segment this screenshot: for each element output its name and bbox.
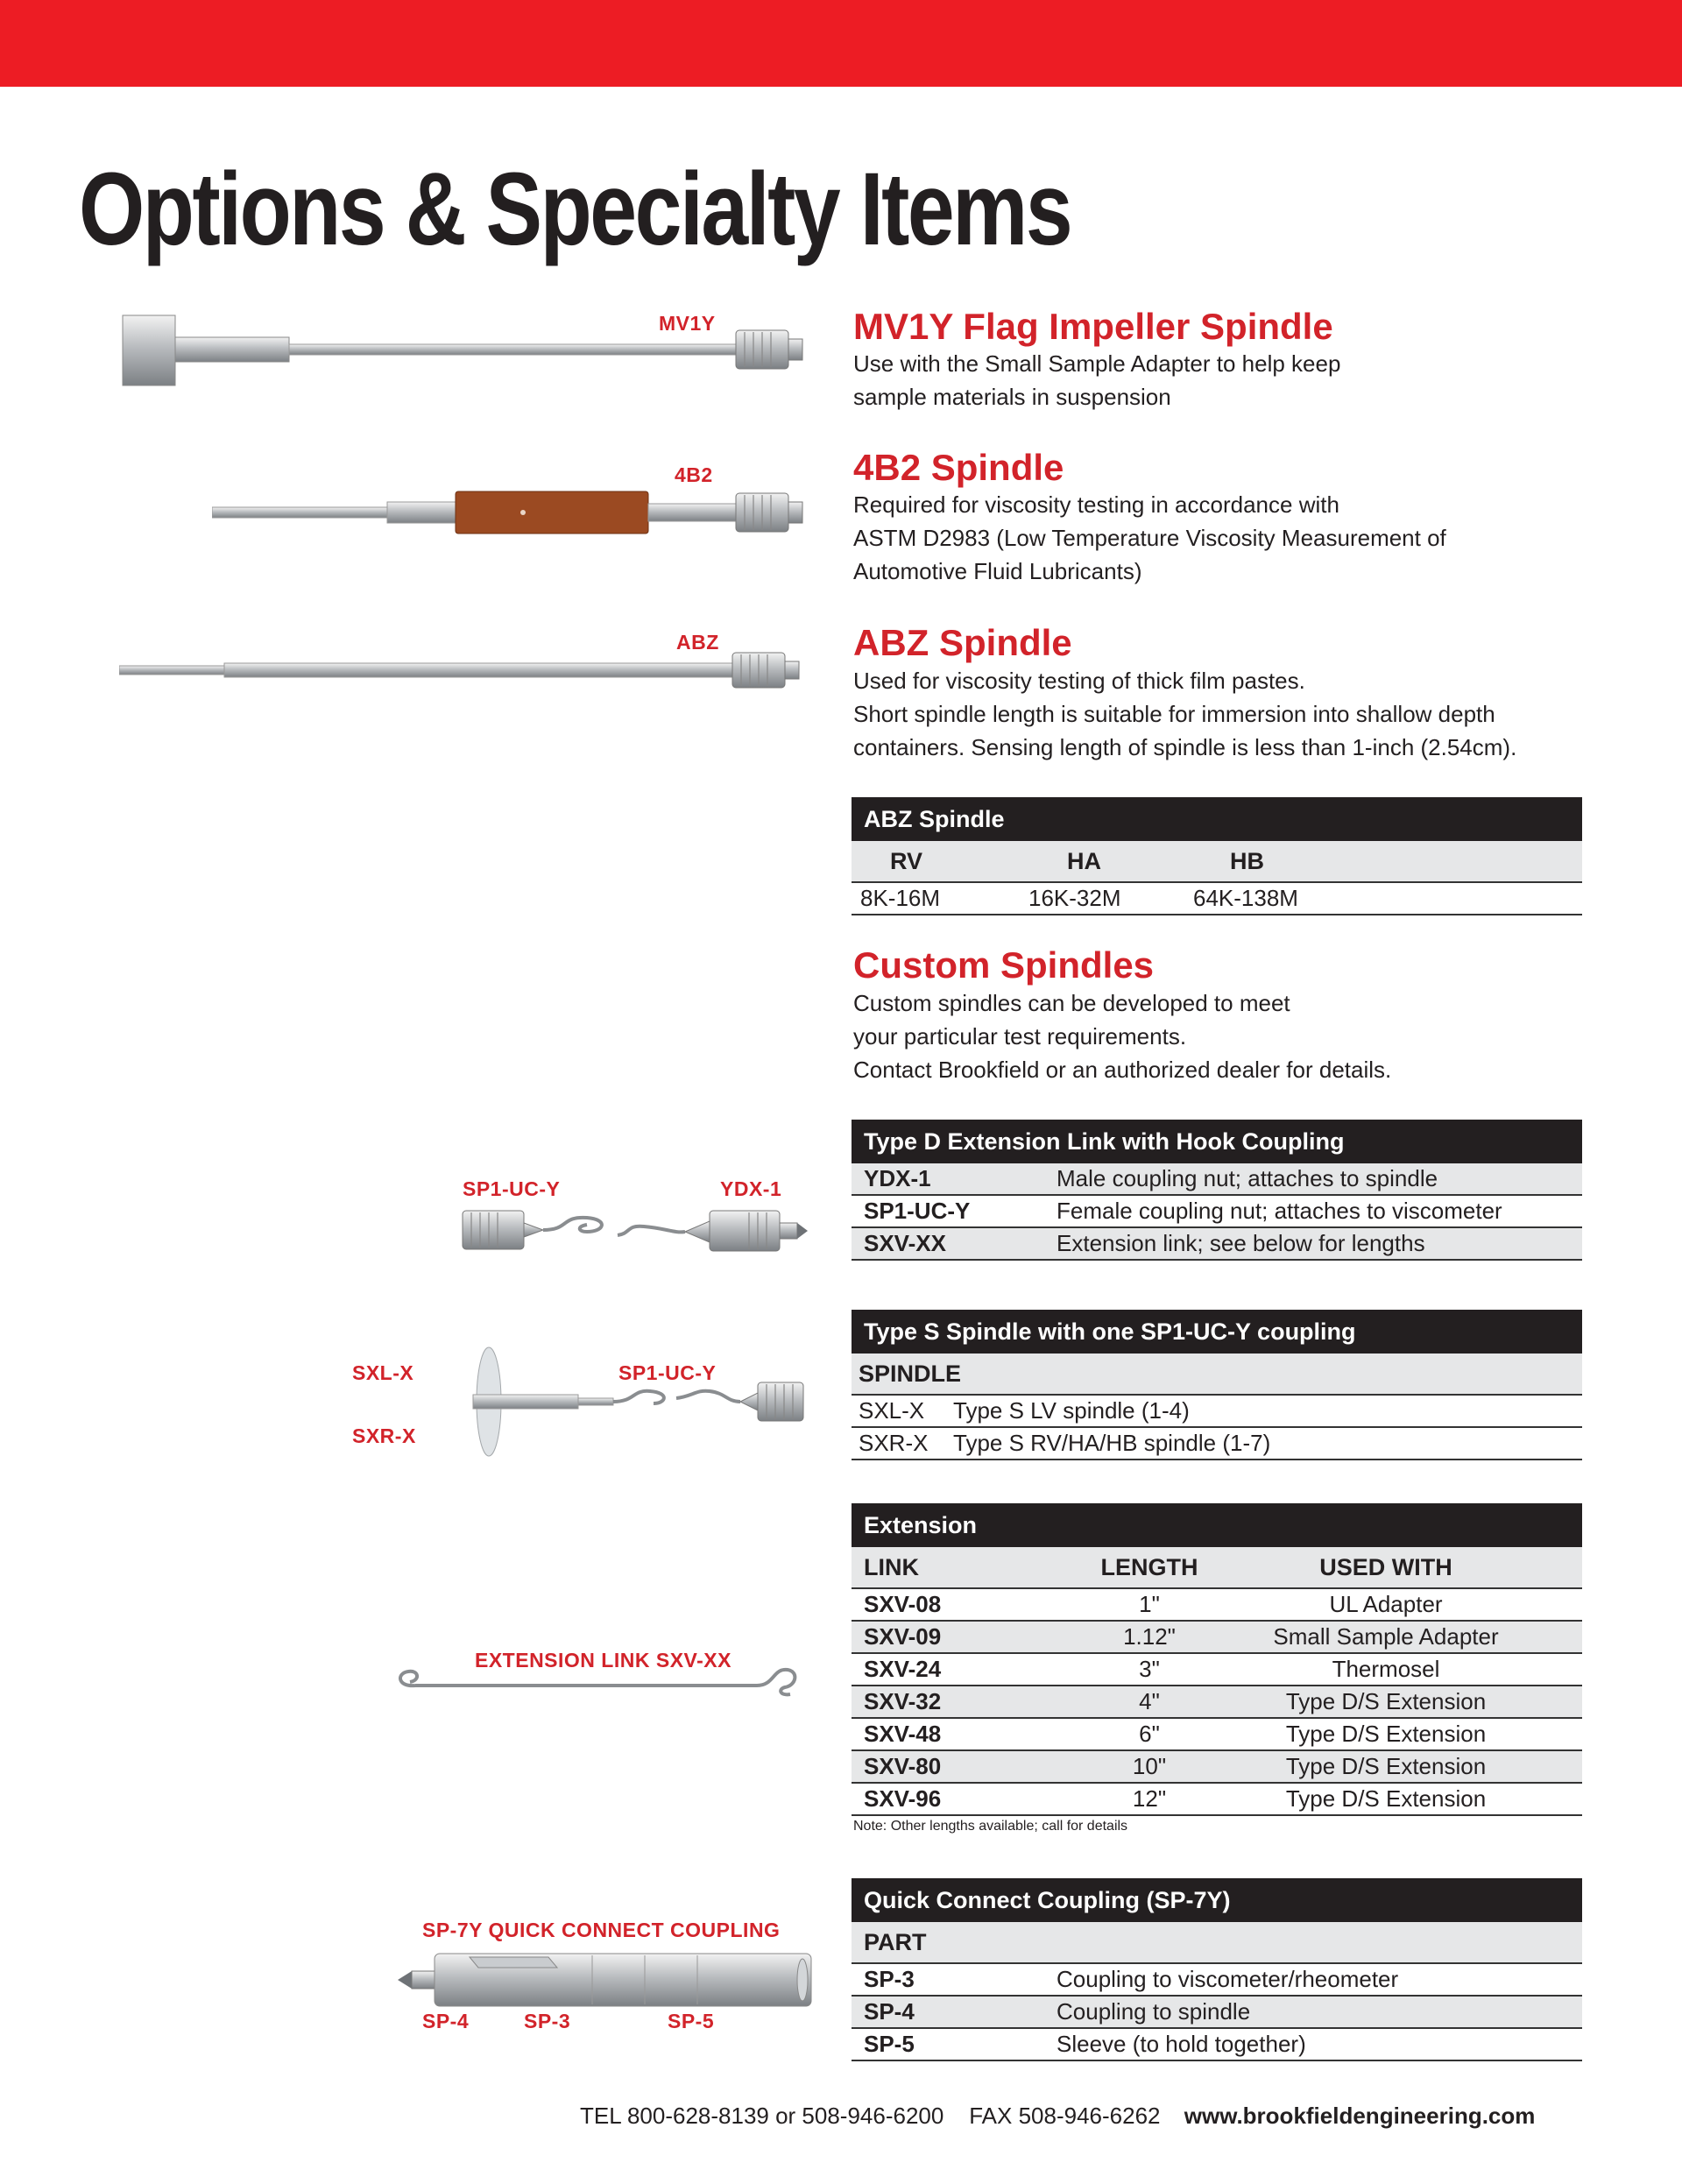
type-s-spindle-table	[852, 1310, 1582, 1460]
custom-line: Custom spindles can be developed to meet	[853, 990, 1290, 1016]
column-header: HA	[1067, 848, 1101, 874]
type-s-spindle-image	[447, 1340, 815, 1463]
abz-line: containers. Sensing length of spindle is less than 1-inch (2.54cm).	[853, 734, 1517, 760]
sp-5-image-label: SP-5	[668, 2010, 715, 2032]
part-code: SP-3	[864, 1966, 915, 1992]
4b2-heading: 4B2 Spindle	[853, 447, 1064, 488]
link-code: SXV-32	[864, 1688, 942, 1714]
spindle-description: Type S RV/HA/HB spindle (1-7)	[953, 1430, 1271, 1456]
page-title: Options & Specialty Items	[79, 152, 1071, 267]
abz-spindle-table	[852, 797, 1582, 915]
type-d-coupling-image	[456, 1200, 815, 1262]
ydx-1-image-label: YDX-1	[720, 1177, 782, 1200]
custom-spindles-heading: Custom Spindles	[853, 944, 1155, 986]
table-header-row	[852, 1547, 1582, 1589]
link-used-with: UL Adapter	[1329, 1591, 1443, 1617]
link-used-with: Type D/S Extension	[1285, 1785, 1487, 1812]
top-brand-bar	[0, 0, 1682, 87]
table-title: Type S Spindle with one SP1-UC-Y coupling	[852, 1310, 1582, 1354]
custom-line: Contact Brookfield or an authorized dealer for details.	[853, 1057, 1392, 1083]
footer	[580, 2103, 1535, 2130]
link-used-with: Thermosel	[1332, 1656, 1440, 1682]
link-used-with: Type D/S Extension	[1285, 1721, 1487, 1747]
custom-line: your particular test requirements.	[853, 1023, 1187, 1050]
sp1-uc-y-image-label: SP1-UC-Y	[463, 1177, 561, 1200]
link-code: SXV-09	[864, 1623, 942, 1650]
table-header-row	[852, 1354, 1582, 1396]
table-row	[852, 1163, 1582, 1196]
column-header: LENGTH	[1100, 1554, 1198, 1580]
table-title: ABZ Spindle	[852, 797, 1582, 841]
link-length: 10"	[1132, 1753, 1167, 1779]
custom-spindles-description	[853, 986, 1391, 1086]
table-title: Extension	[852, 1503, 1582, 1547]
table-row	[852, 1589, 1582, 1622]
part-code: SP-4	[864, 1998, 915, 2025]
column-header: SPINDLE	[859, 1361, 962, 1387]
mv1y-heading: MV1Y Flag Impeller Spindle	[853, 306, 1333, 347]
abz-line: Short spindle length is suitable for immersion into shallow depth	[853, 701, 1495, 727]
column-header: PART	[864, 1929, 927, 1955]
4b2-line: ASTM D2983 (Low Temperature Viscosity Measurement of	[853, 525, 1446, 551]
link-code: SXV-24	[864, 1656, 942, 1682]
mv1y-line: sample materials in suspension	[853, 384, 1171, 410]
link-length: 3"	[1139, 1656, 1160, 1682]
sp-7y-image-label: SP-7Y QUICK CONNECT COUPLING	[422, 1919, 781, 1941]
4b2-image-label: 4B2	[675, 463, 713, 486]
abz-line: Used for viscosity testing of thick film pastes.	[853, 668, 1305, 694]
extension-table	[852, 1503, 1582, 1816]
table-row	[852, 1751, 1582, 1784]
footer-contact: TEL 800-628-8139 or 508-946-6200 FAX 508-946-6262	[580, 2103, 1161, 2129]
table-row	[852, 1654, 1582, 1686]
table-title: Type D Extension Link with Hook Coupling	[852, 1120, 1582, 1163]
part-description: Coupling to spindle	[1057, 1998, 1251, 2025]
abz-spindle-image	[119, 648, 806, 692]
part-description: Female coupling nut; attaches to viscometer	[1057, 1198, 1502, 1224]
sp-4-image-label: SP-4	[422, 2010, 470, 2032]
quick-connect-table	[852, 1878, 1582, 2061]
link-length: 4"	[1139, 1688, 1160, 1714]
sp1-uc-y-s-image-label: SP1-UC-Y	[618, 1361, 717, 1384]
table-row	[852, 2029, 1582, 2061]
table-row	[852, 883, 1582, 915]
column-header: LINK	[864, 1554, 919, 1580]
sp-3-image-label: SP-3	[524, 2010, 571, 2032]
4b2-spindle-image	[212, 486, 806, 539]
part-code: YDX-1	[864, 1165, 931, 1191]
link-used-with: Type D/S Extension	[1285, 1753, 1487, 1779]
extension-link-image-label: EXTENSION LINK SXV-XX	[475, 1649, 731, 1672]
link-used-with: Type D/S Extension	[1285, 1688, 1487, 1714]
table-cell: 8K-16M	[860, 885, 941, 911]
part-description: Coupling to viscometer/rheometer	[1057, 1966, 1399, 1992]
mv1y-description	[853, 347, 1340, 413]
part-description: Male coupling nut; attaches to spindle	[1057, 1165, 1438, 1191]
4b2-description	[853, 488, 1446, 588]
spindle-description: Type S LV spindle (1-4)	[953, 1397, 1190, 1424]
table-cell: 16K-32M	[1028, 885, 1121, 911]
column-header: HB	[1230, 848, 1264, 874]
abz-heading: ABZ Spindle	[853, 622, 1072, 663]
quick-connect-coupling-image	[391, 1945, 816, 2015]
sxr-x-image-label: SXR-X	[352, 1424, 416, 1447]
table-row	[852, 1719, 1582, 1751]
spindle-code: SXR-X	[859, 1430, 929, 1456]
website-link[interactable]: www.brookfieldengineering.com	[1184, 2103, 1536, 2129]
column-header: RV	[890, 848, 923, 874]
column-header: USED WITH	[1319, 1554, 1452, 1580]
table-cell: 64K-138M	[1193, 885, 1298, 911]
table-header-row	[852, 841, 1582, 883]
part-description: Sleeve (to hold together)	[1057, 2031, 1306, 2057]
table-row	[852, 1997, 1582, 2029]
part-description: Extension link; see below for lengths	[1057, 1230, 1425, 1256]
table-row	[852, 1396, 1582, 1428]
mv1y-line: Use with the Small Sample Adapter to help keep	[853, 350, 1341, 377]
table-title: Quick Connect Coupling (SP-7Y)	[852, 1878, 1582, 1922]
abz-image-label: ABZ	[676, 631, 719, 654]
link-code: SXV-80	[864, 1753, 942, 1779]
sxl-x-image-label: SXL-X	[352, 1361, 414, 1384]
spindle-code: SXL-X	[859, 1397, 925, 1424]
link-code: SXV-48	[864, 1721, 942, 1747]
type-d-extension-table	[852, 1120, 1582, 1261]
table-row	[852, 1784, 1582, 1816]
table-header-row	[852, 1922, 1582, 1964]
part-code: SP1-UC-Y	[864, 1198, 971, 1224]
link-code: SXV-96	[864, 1785, 942, 1812]
table-row	[852, 1196, 1582, 1228]
link-length: 1.12"	[1123, 1623, 1176, 1650]
4b2-line: Automotive Fluid Lubricants)	[853, 558, 1142, 584]
mv1y-image-label: MV1Y	[659, 312, 716, 335]
link-length: 1"	[1139, 1591, 1160, 1617]
table-row	[852, 1686, 1582, 1719]
link-length: 6"	[1139, 1721, 1160, 1747]
table-row	[852, 1964, 1582, 1997]
table-row	[852, 1228, 1582, 1261]
part-code: SXV-XX	[864, 1230, 946, 1256]
link-used-with: Small Sample Adapter	[1273, 1623, 1499, 1650]
4b2-line: Required for viscosity testing in accordance with	[853, 491, 1339, 518]
table-row	[852, 1622, 1582, 1654]
link-code: SXV-08	[864, 1591, 942, 1617]
extension-link-image	[389, 1661, 809, 1705]
link-length: 12"	[1132, 1785, 1167, 1812]
table-row	[852, 1428, 1582, 1460]
extension-note: Note: Other lengths available; call for details	[853, 1819, 1128, 1834]
abz-description	[853, 664, 1516, 764]
part-code: SP-5	[864, 2031, 915, 2057]
